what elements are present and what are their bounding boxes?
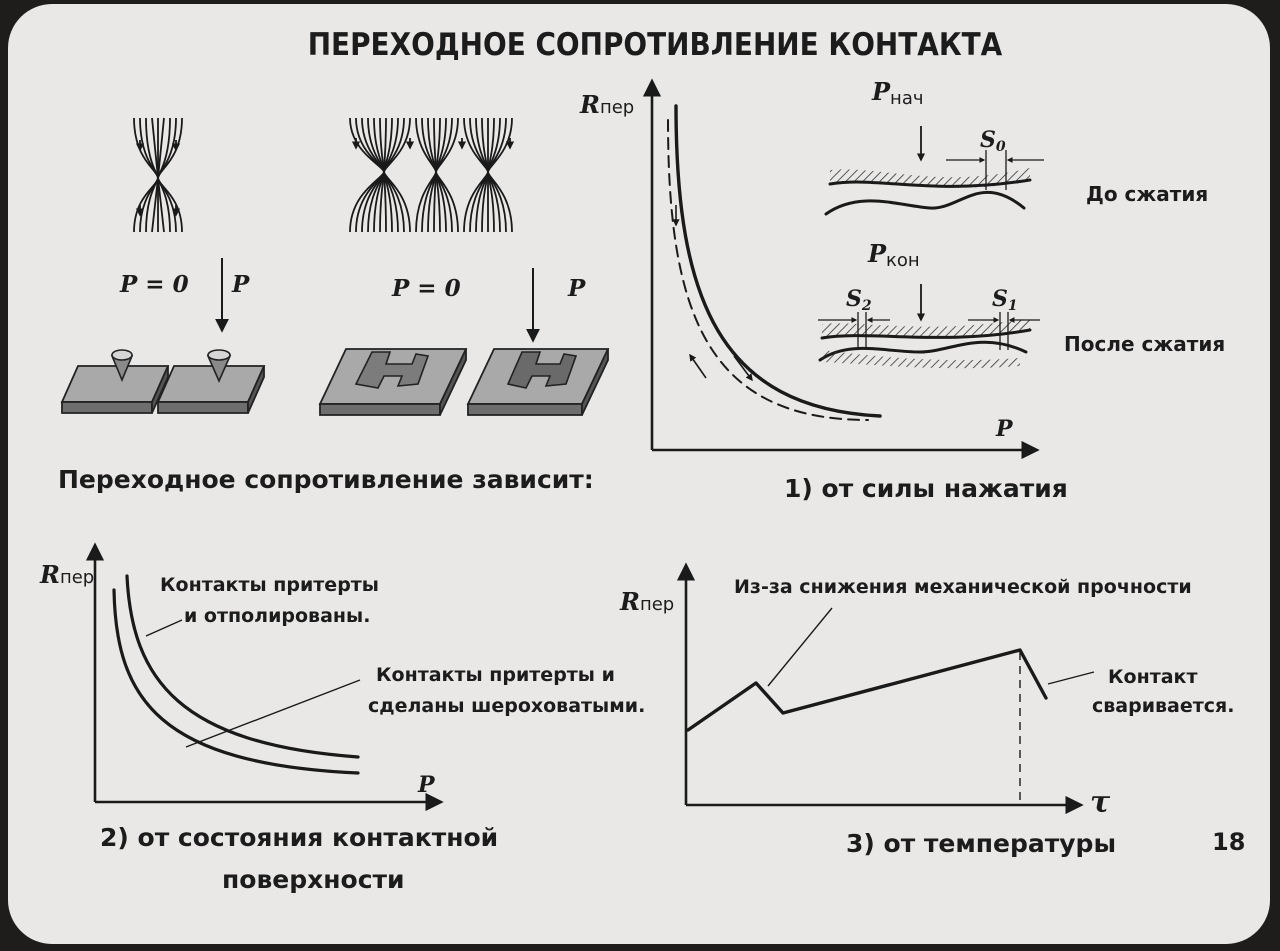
- chart3-caption: 3) от температуры: [846, 829, 1117, 858]
- chart2-pointer-polished: [146, 620, 182, 636]
- note-strength: Из-за снижения механической прочности: [734, 576, 1192, 598]
- chart2-ylabel: Rпер: [40, 560, 95, 589]
- after-compression-label: После сжатия: [1064, 332, 1226, 356]
- note-polished-line2: и отполированы.: [184, 605, 371, 627]
- chart2-pointer-rough: [186, 680, 360, 747]
- compression-before: [826, 126, 1044, 214]
- chart2-xlabel: P: [418, 772, 435, 798]
- chart3-pointer-weld: [1048, 672, 1094, 684]
- chart2-caption-line1: 2) от состояния контактной: [100, 823, 499, 852]
- depends-heading: Переходное сопротивление зависит:: [58, 465, 594, 494]
- slide-number: 18: [1212, 828, 1246, 856]
- chart-temperature: [619, 566, 1111, 820]
- current-line: [470, 118, 488, 232]
- chart1-curve-loading: [676, 106, 880, 416]
- p-zero-label-1: P = 0: [120, 271, 189, 298]
- chart3-xlabel: τ: [1090, 785, 1111, 820]
- chart1-caption: 1) от силы нажатия: [784, 474, 1068, 503]
- current-line: [350, 118, 384, 232]
- current-line: [436, 118, 452, 232]
- note-weld-line2: сваривается.: [1092, 695, 1235, 717]
- current-line: [416, 118, 436, 232]
- chart1-arrow-up: [690, 355, 706, 378]
- page-title: ПЕРЕХОДНОЕ СОПРОТИВЛЕНИЕ КОНТАКТА: [307, 27, 1003, 63]
- current-lines-single: [134, 118, 182, 232]
- before-compression-label: До сжатия: [1086, 182, 1209, 206]
- note-weld-line1: Контакт: [1108, 666, 1198, 688]
- chart3-curve: [688, 650, 1046, 730]
- p-label-1: P: [232, 271, 250, 298]
- chart3-pointer-strength: [768, 608, 832, 686]
- chart1-curve-unloading: [668, 120, 868, 420]
- plate-cone-free: [62, 350, 168, 413]
- p-label-2: P: [568, 275, 586, 302]
- plate-contact-pressed: [468, 349, 608, 415]
- chart3-ylabel: Rпер: [620, 587, 675, 616]
- s2-label: S2: [846, 286, 872, 314]
- note-rough-line1: Контакты притерты и: [376, 664, 615, 686]
- note-rough-line2: сделаны шероховатыми.: [368, 695, 646, 717]
- current-lines-multiple: [350, 118, 512, 232]
- plate-contact-free: [320, 349, 466, 415]
- s0-label: S0: [980, 127, 1006, 155]
- p-end-label: Pкон: [868, 239, 920, 271]
- current-line: [488, 118, 506, 232]
- chart1-ylabel: Rпер: [580, 90, 635, 119]
- current-line: [384, 118, 404, 232]
- p-zero-label-2: P = 0: [392, 275, 461, 302]
- note-polished-line1: Контакты притерты: [160, 574, 379, 596]
- chart1-xlabel: P: [996, 416, 1013, 442]
- chart2-caption-line2: поверхности: [222, 865, 405, 894]
- p-start-label: Pнач: [872, 77, 924, 109]
- chart-force: [579, 82, 1036, 450]
- s1-label: S1: [992, 286, 1018, 314]
- plate-cone-pressed: [158, 350, 264, 413]
- chart2-curve-rough: [127, 576, 358, 757]
